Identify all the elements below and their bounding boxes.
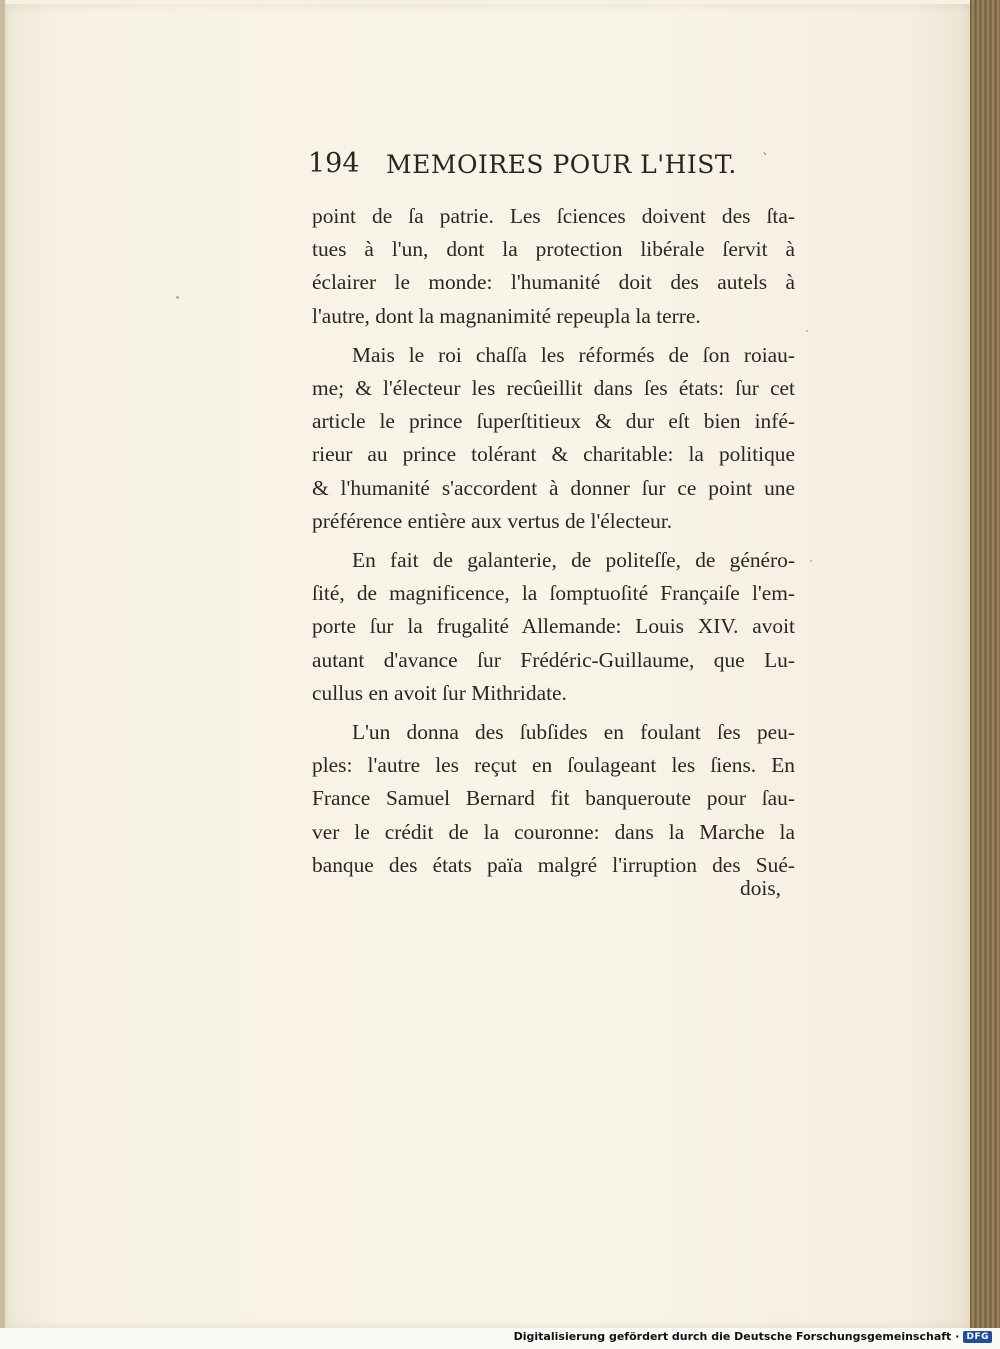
text-line: rieur au prince tolérant & charitable: la politique <box>312 442 795 467</box>
text-line: autant d'avance ſur Frédéric-Guillaume, que Lu- <box>312 647 795 672</box>
text-line: porte ſur la frugalité Allemande: Louis XIV. avoit <box>312 614 795 639</box>
text-line: ſité, de magnificence, la ſomptuoſité Françaiſe l'em- <box>312 581 795 606</box>
body-text <box>312 200 795 888</box>
paragraph <box>312 200 795 333</box>
text-line: France Samuel Bernard fit banqueroute pour ſau- <box>312 786 795 811</box>
credit-text: Digitalisierung gefördert durch die Deutsche Forschungsgemeinschaft <box>513 1330 952 1343</box>
text-line: l'autre, dont la magnanimité repeupla la terre. <box>312 303 701 328</box>
text-line: Mais le roi chaſſa les réformés de ſon roiau- <box>352 342 795 367</box>
text-line: ples: l'autre les reçut en ſoulageant les ſiens. En <box>312 753 795 778</box>
running-header <box>308 146 737 186</box>
paragraph <box>312 716 795 882</box>
dfg-logo: DFG <box>963 1331 992 1343</box>
paragraph <box>312 544 795 710</box>
text-line: banque des états païa malgré l'irruption des Sué- <box>312 852 795 877</box>
paper-speck <box>806 330 808 332</box>
text-line: article le prince ſuperſtitieux & dur eſt bien infé- <box>312 409 795 434</box>
page-number: 194 <box>308 148 360 179</box>
catchword: dois, <box>740 876 782 900</box>
text-line: & l'humanité s'accordent à donner ſur ce point une <box>312 475 795 500</box>
text-line: préférence entière aux vertus de l'électeur. <box>312 508 673 533</box>
digitization-credit <box>514 1330 992 1343</box>
text-line: En fait de galanterie, de politeſſe, de généro- <box>352 548 795 573</box>
running-title: MEMOIRES POUR L'HIST. <box>386 150 737 179</box>
credit-separator: · <box>955 1330 960 1343</box>
page-stack <box>970 0 1000 1330</box>
text-line: me; & l'électeur les recûeillit dans ſes états: ſur cet <box>312 376 795 401</box>
text-line: ver le crédit de la couronne: dans la Marche la <box>312 819 795 844</box>
text-line: tues à l'un, dont la protection libérale ſervit à <box>312 237 795 262</box>
paper-speck <box>176 296 179 299</box>
paper-speck <box>810 560 812 562</box>
text-line: L'un donna des ſubſides en foulant ſes peu- <box>352 720 795 745</box>
text-line: éclairer le monde: l'humanité doit des autels à <box>312 270 795 295</box>
printer-mark: ˋ <box>762 152 769 168</box>
text-line: cullus en avoit ſur Mithridate. <box>312 680 567 705</box>
paragraph <box>312 339 795 538</box>
text-line: point de ſa patrie. Les ſciences doivent des ſta- <box>312 204 795 228</box>
